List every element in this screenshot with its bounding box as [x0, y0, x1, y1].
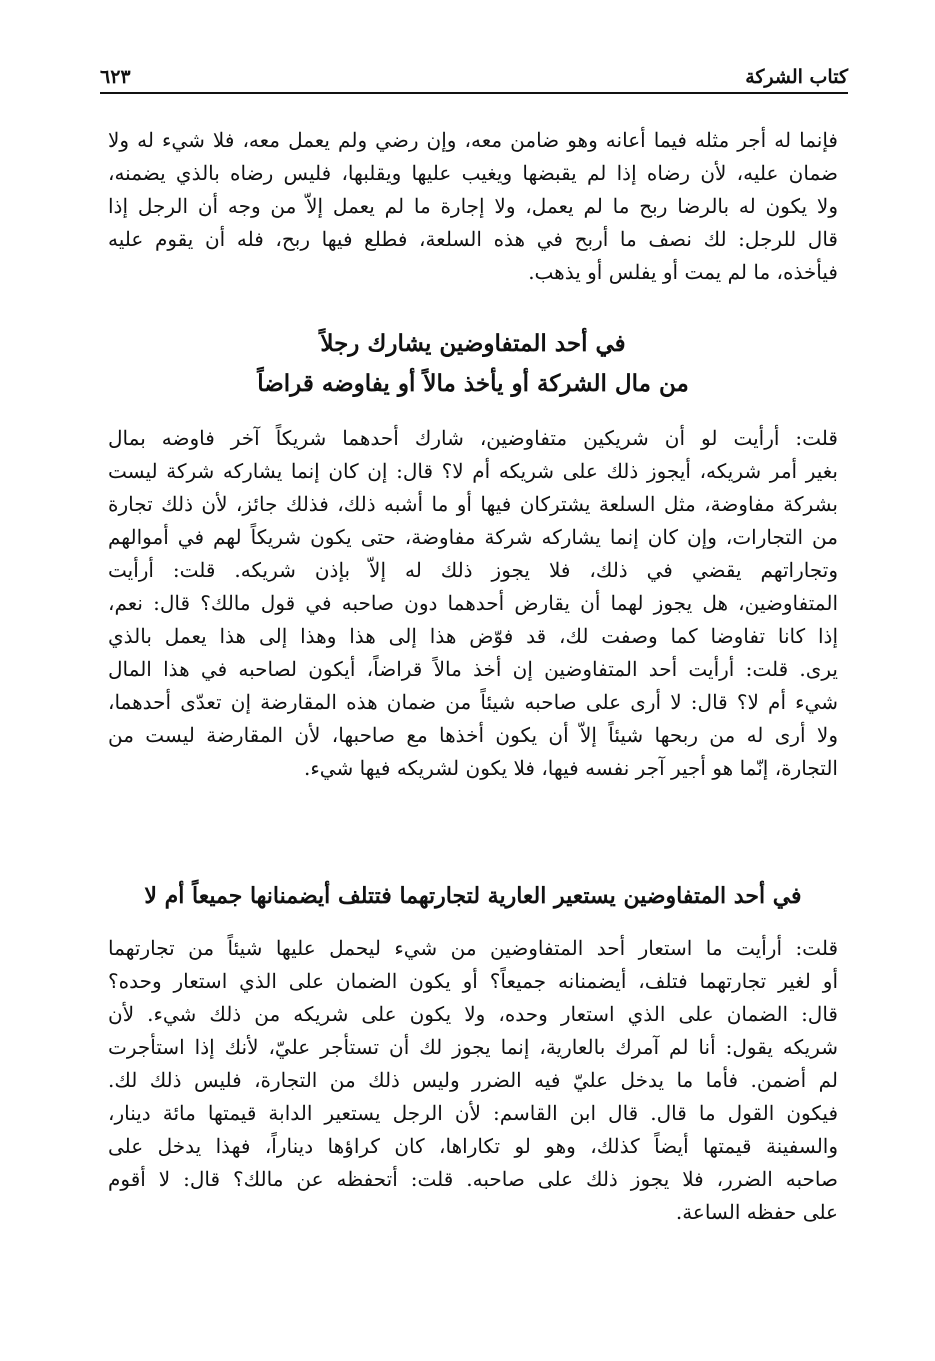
- text-line: التجارة، إنّما هو أجير آجر نفسه فيها، فلا يكون لشريكه فيها شيء.: [304, 756, 838, 780]
- text-line: من التجارات، وإن كان إنما يشاركه شركة مفاوضة، حتى يكون شريكاً لهم في أموالهم: [108, 525, 838, 549]
- running-header: [100, 58, 848, 94]
- text-line: بشركة مفاوضة، مثل السلعة يشتركان فيها أو ما أشبه ذلك، فذلك جائز، لأن ذلك تجارة: [108, 492, 838, 516]
- text-line: المتفاوضين، هل يجوز لهما أن يقارض أحدهما دون صاحبه في قول مالك؟ قال: نعم،: [108, 591, 838, 615]
- text-line: على حفظه الساعة.: [675, 1200, 838, 1224]
- page-number: ٦٢٣: [100, 66, 131, 88]
- text-line: ولا يكون له بالرضا ربح ما لم يعمل، ولا إجارة ما لم يعمل إلاّ من وجه أن الرجل إذا: [108, 194, 838, 218]
- paragraph-continuation: [108, 124, 838, 289]
- text-line: قلت: أرأيت لو أن شريكين متفاوضين، شارك أحدهما شريكاً آخر فاوضه بمال: [108, 426, 838, 450]
- text-line: شريكه يقول: أنا لم آمرك بالعارية، إنما يجوز لك أن تستأجر عليّ، لأنك إذا استأجرت: [108, 1035, 838, 1059]
- text-line: إذا كانا تفاوضا كما وصفت لك، قد فوّض هذا إلى هذا وهذا إلى هذا يعمل بالذي: [108, 624, 838, 648]
- heading-line: من مال الشركة أو يأخذ مالاً أو يفاوضه قراضاً: [257, 370, 689, 397]
- paragraph-borrowing: [108, 932, 838, 1229]
- text-line: ولا أرى له من ربحها شيئاً إلاّ أن يكون أخذها مع صاحبها، لأن المقارضة ليست من: [108, 723, 838, 747]
- section-heading-borrowing: [108, 876, 838, 916]
- text-line: قلت: أرأيت ما استعار أحد المتفاوضين من شيء ليحمل عليها شيئاً من تجارتهما: [108, 936, 838, 960]
- text-line: ضمان عليه، لأن رضاه إذا لم يقبضها ويغيب عليها ويقلبها، فليس رضاه بالذي يضمنه،: [108, 161, 838, 185]
- text-line: فإنما له أجر مثله فيما أعانه وهو ضامن معه، وإن رضي ولم يعمل معه، فلا شيء له ولا: [108, 128, 838, 152]
- text-line: والسفينة قيمتها أيضاً كذلك، وهو لو تكاراها، كان كراؤها ديناراً، فهذا يدخل على: [108, 1134, 838, 1158]
- text-line: أو لغير تجارتهما فتلف، أيضمنانه جميعاً؟ أو يكون الضمان على الذي استعار وحده؟: [108, 969, 838, 993]
- text-line: قال: الضمان على الذي استعار وحده، ولا يكون على شريكه من ذلك شيء. لأن: [108, 1002, 838, 1026]
- book-title: كتاب الشركة: [745, 66, 848, 88]
- text-line: لم أضمن. فأما ما يدخل عليّ فيه الضرر وليس ذلك من التجارة، فليس ذلك لك.: [108, 1068, 838, 1092]
- text-line: بغير أمر شريكه، أيجوز ذلك على شريكه أم لا؟ قال: إن كان إنما يشاركه شركة ليست: [108, 459, 838, 483]
- text-line: قال للرجل: لك نصف ما أربح في هذه السلعة، فطلع فيها ربح، فله أن يقوم عليه: [108, 227, 838, 251]
- text-line: فيأخذه، ما لم يمت أو يفلس أو يذهب.: [528, 260, 838, 284]
- text-line: فيكون القول ما قال. قال ابن القاسم: لأن الرجل يستعير الدابة قيمتها مائة دينار،: [108, 1101, 838, 1125]
- text-line: شيء أم لا؟ قال: لا أرى على صاحبه شيئاً من ضمان هذه المقارضة إن تعدّى أحدهما،: [108, 690, 838, 714]
- paragraph-partner: [108, 422, 838, 785]
- heading-line: في أحد المتفاوضين يشارك رجلاً: [320, 330, 626, 357]
- text-line: يرى. قلت: أرأيت أحد المتفاوضين إن أخذ مالاً قراضاً، أيكون لصاحبه في هذا المال: [108, 657, 838, 681]
- text-line: صاحبه الضرر، فلا يجوز ذلك على صاحبه. قلت: أتحفظه عن مالك؟ قال: لا أقوم: [108, 1167, 838, 1191]
- section-heading-partner: [108, 324, 838, 404]
- text-line: وتجاراتهم يقضي في ذلك، فلا يجوز ذلك له إلاّ بإذن شريكه. قلت: أرأيت: [108, 558, 838, 582]
- heading-line: في أحد المتفاوضين يستعير العارية لتجارتهما فتتلف أيضمنانها جميعاً أم لا: [144, 883, 802, 909]
